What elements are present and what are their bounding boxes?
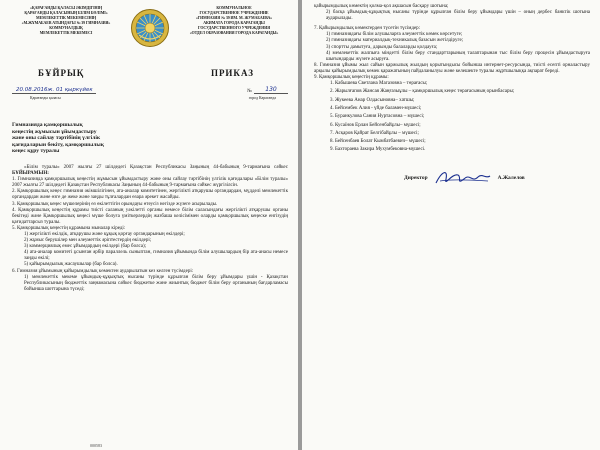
order-date: 20.08.2016ж. 01 қыркүйек xyxy=(12,87,96,94)
order-number: 130 xyxy=(254,86,288,94)
list-item: 4. Бейсембек Алия - үйде баламен-мүшесі; xyxy=(330,105,422,111)
body-subitem: 2) жұмыс берушілер мен әлеуметтік әріптестердің өкілдері; xyxy=(24,238,152,244)
body-subitem: 1) жергілікті өкілдік, атқарушы және құқық қорғау органдарының өкілдері; xyxy=(24,232,185,237)
handwritten-signature-icon xyxy=(432,167,494,189)
list-item: 9. Бахтораева Закира Мухумбековна-мүшесі. xyxy=(330,147,426,153)
document-page-right xyxy=(302,0,600,450)
document-page-left xyxy=(0,0,298,450)
letterhead xyxy=(12,6,288,62)
list-item: 5. Буранкулова Сания Нуртасовна – мүшесі; xyxy=(330,114,425,120)
body-paragraph: 4. Қамқоршылық кеңестің құрамы тиісті саланың уәкілетті органы немесе білім саласындағы жергілікті атқарушы органы бекітеді және Қамқоршылық кеңесі мүше болуға үміткерлердің жазбаша келісімімен оларды қамқоршылық кеңеске енгізудің қағидаттарсыз туралы. xyxy=(12,207,288,225)
list-item: 8. Бейсенбаев Болат Кымбатбаевич– мүшесі; xyxy=(330,139,426,145)
section-8-paragraph: 8. Гимназия ұйымы жыл сайын қаржылық жылдың қорытындысы бойынша интернет-ресурсында, тиісті есепті орналастыру арқылы қайырымдылық көмек қаражатының пайдаланылуы және келешекте туралы жұртшылыққа ақпарат береді. xyxy=(314,62,590,74)
body-subitem: 4) мемлекеттік жалпыға міндетті білім беру стандарттарының талаптарынан тыс білім беру процесін ұйымдастыруға шығындарды жүзеге асыруға. xyxy=(326,50,590,62)
body-subitem: 1) мемлекеттік мекеме ұйымдық-құқықтық нысаны түрінде құрылған білім беру ұйымдары үшін - Қазақстан Республикасының бюджеттік заңнамасына сәйкес бюджетке және жиынтық бюджет білім беру органының бағдарламасы бойынша шоттарына түседі; xyxy=(24,274,288,292)
signer-name: А.Жалелов xyxy=(497,175,525,182)
form-serial-number: 000583 xyxy=(90,443,102,448)
body-subitem: 2) басқа ұйымдық-құқықтық нысаны түрінде құрылған білім беру ұйымдары үшін – оның дербес банктік шотына аударылады. xyxy=(326,10,590,22)
body-subitem: 2) гимназиядағы материалдық-техникалық базасын жетілдіруге; xyxy=(326,38,464,44)
list-item: 1. Кабышева Светлана Магазовна – төрағасы; xyxy=(330,81,428,87)
body-paragraph: 6. Гимназия ұйымының қайырымдылық көмектен аударылатын кез келген түсімдері: xyxy=(12,268,194,274)
body-subitem: 1) гимназиядағы білім алушыларға әлеуметтік көмек көрсетуге; xyxy=(326,32,463,38)
section-9-title: 9. Қамқоршылық кеңестің құрамы: xyxy=(314,75,389,81)
body-paragraph: 2. Қамқоршылық кеңес гимназия әкімшілігінен, ата-аналар комитетінен, жергілікті атқарушы органдардан, мүдделі мемлекеттік органдардан және өзге де жеке және заңды тұлғалардан өзара әрекет жасайды. xyxy=(12,189,288,201)
order-body-right xyxy=(302,0,600,189)
council-members-list xyxy=(314,81,590,153)
body-subitem: 3) спортты дамытуға, дарынды балаларды қолдауға; xyxy=(326,44,438,50)
body-paragraph: 1. Гимназияда қамқоршылық кеңестің жұмысын ұйымдастыру және оны сайлау тәртібінің үлгілік қағидалары «Білім туралы» 2007 жылғы 27 шілдедегі Қазақстан Республикасы Заңының 44-бабының 9-тармағына сәйкес жүргізілсін. xyxy=(12,177,288,189)
order-meta xyxy=(12,86,288,94)
body-paragraph: 3. Қамқоршылық кеңес мүшелерінің өз өкілеттігін орындауы өтеусіз негізде жүзеге асырылады. xyxy=(12,201,218,207)
signer-role: Директор xyxy=(404,175,428,182)
letterhead-kazakh: «ҚАРАҒАНДЫ ҚАЛАСЫ ӘКІМДІГІНІҢ ҚАРАҒАНДЫ ҚАЛАСЫНЫҢ БІЛІМ БӨЛІМІ» МЕМЛЕКЕТТІК МЕКЕМЕСІНІҢ «М.ЖҰМАБАЕВ АТЫНДАҒЫ № 39 ГИМНАЗИЯ» КОММУНАЛДЫҚ МЕМЛЕКЕТТІК МЕКЕМЕСІ xyxy=(21,6,111,35)
signature-block xyxy=(314,167,590,189)
list-item: 6. Кусаїнов Ерлан Бейсенбайұлы– мүшесі; xyxy=(330,122,421,128)
body-paragraph: 5. Қамқоршылық кеңестің құрамына мыналар кіреді: xyxy=(12,225,126,231)
preamble-paragraph: «Білім туралы» 2007 жылғы 27 шілдедегі Қазақстан Республикасы Заңының 44-бабының 9-тармағына сәйкес БҰЙЫРАМЫН: xyxy=(12,164,288,177)
order-subject: Гимназияда қамқоршылық кеңестің жұмысын ұйымдастыру және оны сайлау тәртібінің үлгілік қағидаларын бекіту, қамқоршылық кеңес құру туралы xyxy=(12,122,104,155)
section-7-title: 7. Қайырымдылық көмектерден түсетін түсімдер: xyxy=(314,26,421,32)
title-russian: ПРИКАЗ xyxy=(210,68,254,78)
body-subitem: 5) қайырымдылық жасаушылар (бар болса). xyxy=(24,262,118,268)
order-titles xyxy=(12,68,288,78)
letterhead-russian: КОММУНАЛЬНОЕ ГОСУДАРСТВЕННОЕ УЧРЕЖДЕНИЕ «ГИМНАЗИЯ № 39 ИМ. М. ЖУМАБАЕВА» АКИМАТА ГОРОДА КАРАГАНДЫ ГОСУДАРСТВЕННОГО УЧРЕЖДЕНИЯ «ОТДЕЛ ОБРАЗОВАНИЯ ГОРОДА КАРАГАНДЫ» xyxy=(189,6,279,35)
order-places xyxy=(12,96,288,100)
body-subitem: 4) ата-аналар комитеті ұсынған әрбір параллель сыныптан, гимназия ұйымында білім алушылардың бір ата-анасы немесе заңды өкілі; xyxy=(24,250,288,262)
list-item: 3. Жукеева Анар Олдасыновна– хатшы; xyxy=(330,97,415,103)
list-item: 7. Асқаров Қайрат Белгібайұлы – мүшесі; xyxy=(330,130,419,136)
list-item: 2. Жарылғапов Жансая Жаңғазыұлы – қамқоршылық кеңес төрағасының орынбасары; xyxy=(330,89,515,95)
title-kazakh: БҰЙРЫҚ xyxy=(38,68,85,78)
body-paragraph: қайырымдылық көмектің қолма-қол ақшасын басқару шотына; xyxy=(314,4,449,9)
order-body-left xyxy=(12,165,288,293)
order-number-label: № xyxy=(247,89,252,94)
body-subitem: 3) коммерциялық емес ұйымдардың өкілдері (бар болса); xyxy=(24,244,147,250)
place-russian: город Караганда xyxy=(248,96,276,100)
state-emblem-icon xyxy=(130,8,170,48)
place-kazakh: Қарағанды қаласы xyxy=(30,96,61,100)
